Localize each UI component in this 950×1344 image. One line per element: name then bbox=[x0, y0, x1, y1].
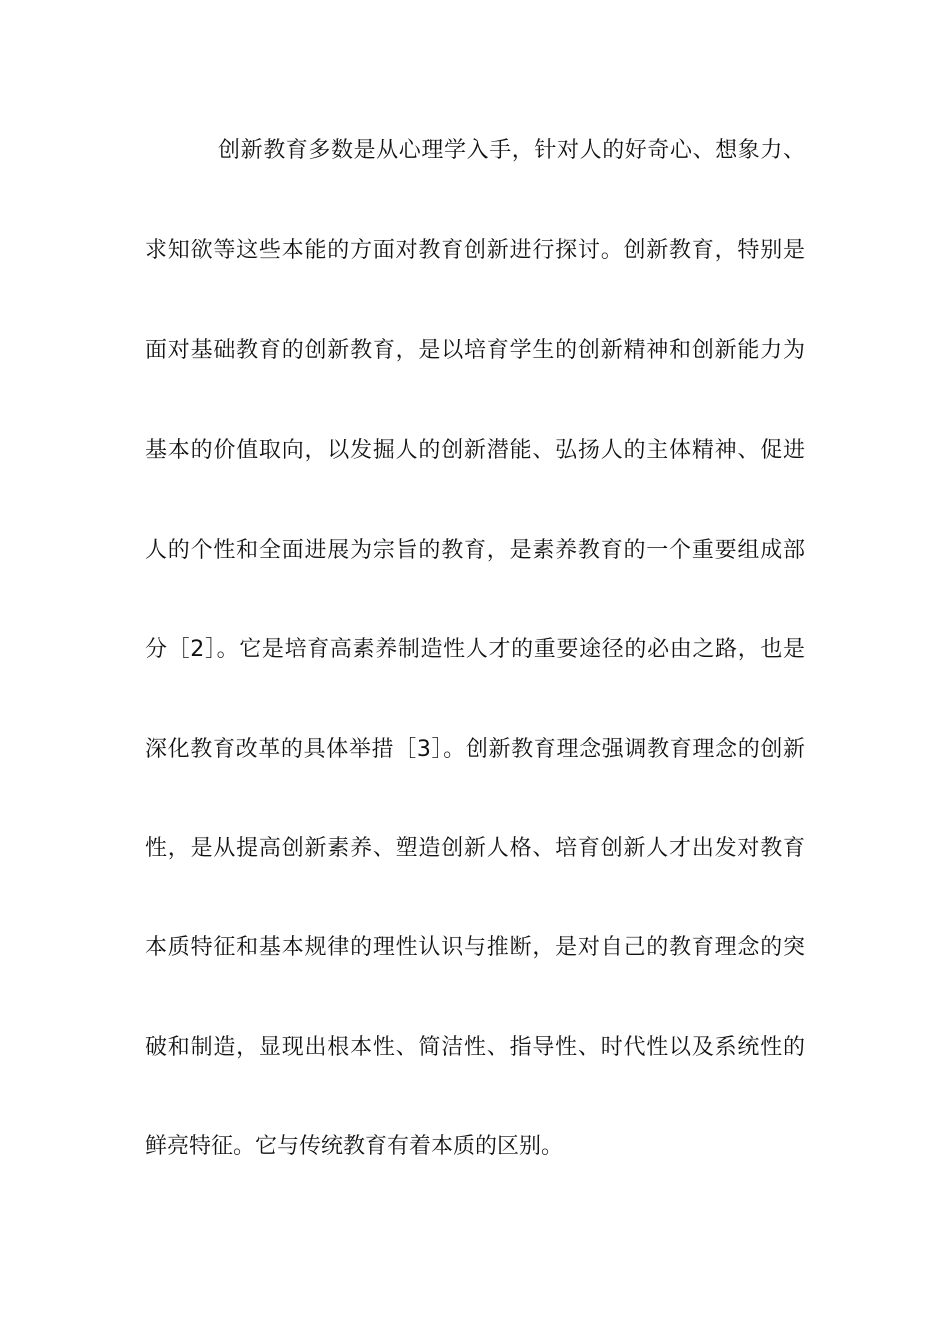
paragraph-line-7: 深化教育改革的具体举措［3］。创新教育理念强调教育理念的创新 bbox=[145, 737, 805, 762]
paragraph-line-8: 性，是从提高创新素养、塑造创新人格、培育创新人才出发对教育 bbox=[145, 836, 805, 861]
paragraph-line-1: 创新教育多数是从心理学入手，针对人的好奇心、想象力、 bbox=[218, 138, 805, 163]
paragraph-line-3: 面对基础教育的创新教育，是以培育学生的创新精神和创新能力为 bbox=[145, 338, 805, 363]
paragraph-line-5: 人的个性和全面进展为宗旨的教育，是素养教育的一个重要组成部 bbox=[145, 538, 805, 563]
paragraph-line-4: 基本的价值取向，以发掘人的创新潜能、弘扬人的主体精神、促进 bbox=[145, 438, 805, 463]
paragraph-line-6: 分［2］。它是培育高素养制造性人才的重要途径的必由之路，也是 bbox=[145, 637, 805, 662]
paragraph-line-9: 本质特征和基本规律的理性认识与推断，是对自己的教育理念的突 bbox=[145, 935, 805, 960]
paragraph-line-2: 求知欲等这些本能的方面对教育创新进行探讨。创新教育，特别是 bbox=[145, 238, 805, 263]
paragraph-line-11: 鲜亮特征。它与传统教育有着本质的区别。 bbox=[145, 1134, 564, 1159]
paragraph-line-10: 破和制造，显现出根本性、简洁性、指导性、时代性以及系统性的 bbox=[145, 1035, 805, 1060]
